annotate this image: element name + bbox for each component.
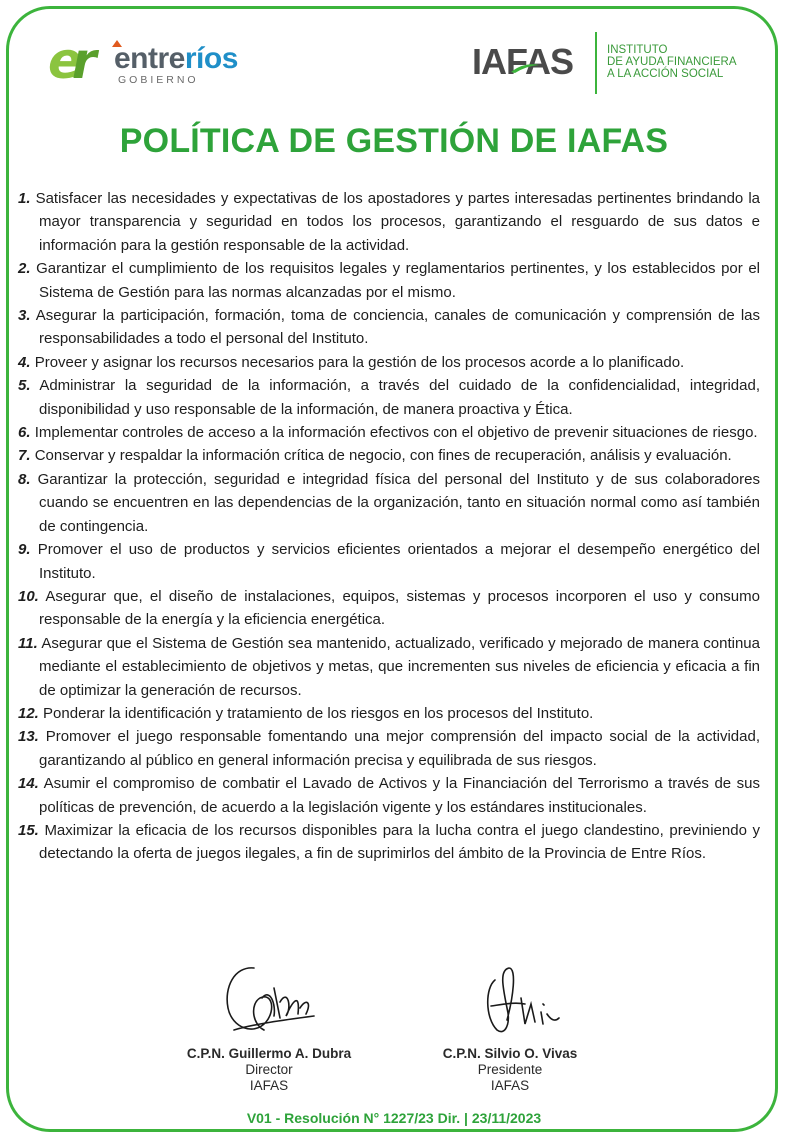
signer-role: Director: [245, 1062, 293, 1077]
policy-item: 6. Implementar controles de acceso a la información efectivos con el objetivo de prevenir situaciones de riesgo.: [18, 424, 758, 442]
policy-list: [18, 187, 760, 866]
page-title: POLÍTICA DE GESTIÓN DE IAFAS: [119, 122, 669, 160]
policy-item: 7. Conservar y respaldar la información crítica de negocio, con fines de recuperación, análisis y evaluación.: [18, 447, 732, 465]
institution-line: DE AYUDA FINANCIERA: [607, 56, 737, 68]
iafas-logo: [470, 30, 750, 96]
er-logo-mark: er: [48, 32, 87, 90]
policy-item: 8. Garantizar la protección, seguridad e integridad física del personal del Instituto y de sus colaboradores cuando se encuentren en las dependencias de la organización, tanto en situación normal como así también de contingencia.: [18, 470, 760, 535]
policy-item: 2. Garantizar el cumplimiento de los requisitos legales y reglamentarios pertinentes, y los establecidos por el Sistema de Gestión para las normas alcanzadas por el mismo.: [18, 260, 760, 301]
entre-rios-gobierno-logo: [48, 34, 258, 90]
logo-divider: [595, 32, 597, 94]
policy-item: 14. Asumir el compromiso de combatir el Lavado de Activos y la Financiación del Terrorismo a través de sus políticas de prevención, de acuerdo a la legislación vigente y los estándares institucionales.: [18, 775, 760, 816]
policy-item: 13. Promover el juego responsable fomentando una mejor comprensión del impacto social de la actividad, garantizando al público en general información precisa y equilibrada de sus riesgos.: [18, 728, 760, 769]
signer-role: Presidente: [477, 1062, 543, 1077]
iafas-swoosh-icon: [510, 62, 540, 74]
gobierno-label: GOBIERNO: [118, 74, 199, 86]
policy-item: 3. Asegurar la participación, formación, toma de conciencia, canales de comunicación y comprensión de las responsabilidades a todo el personal del Instituto.: [18, 307, 760, 348]
signature-director: [149, 958, 389, 1094]
signer-org: IAFAS: [490, 1078, 530, 1093]
iafas-wordmark: IAFAS: [472, 41, 574, 82]
handwritten-signature-icon: [455, 958, 565, 1046]
handwritten-signature-icon: [214, 958, 324, 1046]
policy-item: 15. Maximizar la eficacia de los recursos disponibles para la lucha contra el juego clandestino, previniendo y detectando la oferta de juegos ilegales, a fin de suprimirlos del ámbito de la Provincia de Entre Ríos.: [18, 821, 760, 863]
policy-item: 4. Proveer y asignar los recursos necesarios para la gestión de los procesos acorde a lo planificado.: [18, 353, 685, 371]
institution-line: A LA ACCIÓN SOCIAL: [607, 68, 724, 80]
institution-line: INSTITUTO: [607, 44, 668, 56]
signer-org: IAFAS: [249, 1078, 289, 1093]
policy-item: 12. Ponderar la identificación y tratamiento de los riesgos en los procesos del Instituto.: [18, 704, 594, 722]
document-footer: V01 - Resolución N° 1227/23 Dir. | 23/11/2023: [246, 1110, 542, 1126]
signatures-block: [0, 958, 788, 1108]
policy-item: 11. Asegurar que el Sistema de Gestión sea mantenido, actualizado, verificado y mejorado de manera continua mediante el establecimiento de objetivos y metas, que incrementen sus niveles de eficiencia y eficacia a fin de optimizar la generación de recursos.: [18, 634, 760, 699]
institution-name: [607, 44, 737, 80]
policy-item: 10. Asegurar que, el diseño de instalaciones, equipos, sistemas y procesos incorporen el uso y consumo responsable de la energía y la eficiencia energética.: [18, 587, 760, 629]
entre-rios-wordmark: entreríos: [114, 42, 238, 75]
policy-item: 5. Administrar la seguridad de la información, a través del cuidado de la confidencialidad, integridad, disponibilidad y uso responsable de la información, de manera proactiva y Ética.: [18, 377, 760, 418]
signature-president: [390, 958, 630, 1094]
signer-name: C.P.N. Silvio O. Vivas: [442, 1046, 578, 1061]
policy-item: 9. Promover el uso de productos y servicios eficientes orientados a mejorar el desempeño energético del Instituto.: [18, 541, 760, 582]
policy-item: 1. Satisfacer las necesidades y expectativas de los apostadores y partes interesadas pertinentes brindando la mayor transparencia y seguridad en todos los procesos, garantizando el resguardo de sus datos e información para la gestión responsable de la actividad.: [18, 190, 760, 254]
signer-name: C.P.N. Guillermo A. Dubra: [186, 1046, 352, 1061]
